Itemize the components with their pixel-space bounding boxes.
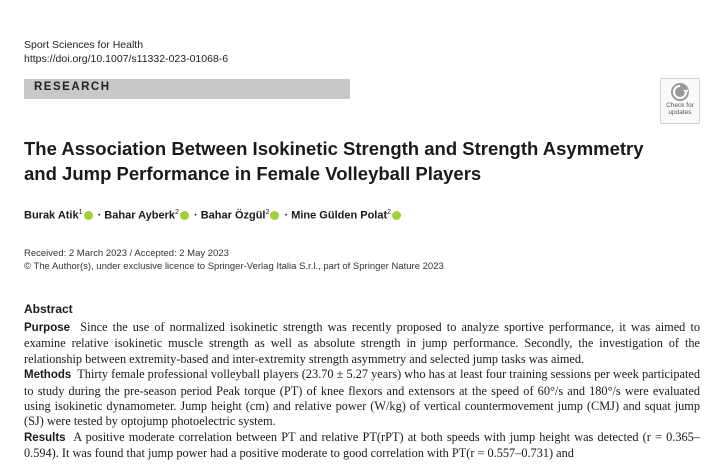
author-separator: · bbox=[281, 209, 292, 222]
author-name[interactable]: Bahar Ayberk bbox=[104, 209, 176, 222]
author-list bbox=[24, 206, 403, 223]
abstract-purpose bbox=[24, 320, 700, 367]
orcid-icon[interactable] bbox=[180, 211, 189, 220]
copyright-notice: © The Author(s), under exclusive licence to Springer-Verlag Italia S.r.l., part of Springer Nature 2023 bbox=[24, 260, 444, 272]
author-affiliation: 2 bbox=[265, 209, 270, 216]
methods-label: Methods bbox=[24, 369, 72, 382]
author-affiliation: 1 bbox=[78, 209, 83, 216]
check-for-updates-badge[interactable] bbox=[660, 78, 700, 124]
journal-header bbox=[24, 38, 228, 66]
author-name[interactable]: Bahar Özgül bbox=[200, 209, 266, 222]
abstract-results bbox=[24, 430, 700, 462]
section-label: RESEARCH bbox=[34, 81, 111, 93]
author-affiliation: 2 bbox=[175, 209, 179, 216]
purpose-label: Purpose bbox=[24, 322, 71, 334]
journal-name: Sport Sciences for Health bbox=[24, 39, 144, 51]
author-name[interactable]: Burak Atik bbox=[24, 209, 79, 222]
publication-dates bbox=[24, 248, 444, 273]
check-updates-icon bbox=[670, 82, 690, 102]
section-banner bbox=[24, 79, 350, 99]
author-separator: · bbox=[94, 209, 105, 222]
author-name[interactable]: Mine Gülden Polat bbox=[291, 209, 388, 222]
orcid-icon[interactable] bbox=[84, 211, 93, 220]
abstract-methods bbox=[24, 367, 700, 430]
results-text: A positive moderate correlation between PT and relative PT(rPT) at both speeds with jump height was detected (r = 0.365–0.594). It was found that jump power had a positive moderate to good correlation with PT(r = 0.557–0.731) and bbox=[24, 429, 700, 461]
check-updates-line1: Check for bbox=[666, 102, 694, 109]
abstract-body bbox=[24, 320, 700, 462]
author-separator: · bbox=[190, 209, 201, 222]
abstract-heading: Abstract bbox=[24, 302, 73, 316]
article-title bbox=[24, 136, 684, 186]
check-updates-line2: updates bbox=[668, 109, 692, 116]
author-affiliation: 2 bbox=[387, 209, 392, 216]
title-line-2: and Jump Performance in Female Volleyball Players bbox=[24, 163, 482, 184]
title-line-1: The Association Between Isokinetic Strength and Strength Asymmetry bbox=[24, 138, 644, 159]
purpose-text: Since the use of normalized isokinetic strength was recently proposed to analyze sportive performance, it was aimed to examine relative isokinetic muscle strength as well as absolute strength in jump performance. Secondly, the investigation of the relationship between extremity-based and inter-extremity strength asymmetry and selected jump tasks was aimed. bbox=[24, 320, 701, 366]
orcid-icon[interactable] bbox=[270, 211, 279, 220]
orcid-icon[interactable] bbox=[392, 211, 401, 220]
doi-link[interactable]: https://doi.org/10.1007/s11332-023-01068-6 bbox=[24, 53, 229, 65]
received-accepted-dates: Received: 2 March 2023 / Accepted: 2 May 2023 bbox=[24, 248, 229, 259]
methods-text: Thirty female professional volleyball players (23.70 ± 5.27 years) who has at least four training sessions per week participated to study during the pre-season period Peak torque (PT) of knee flexors and extensors at the speed of 60°/s and 180°/s were evaluated using isokinetic dynamometer. Jump height (cm) and relative power (W/kg) of vertical countermovement jump (CMJ) and squat jump (SJ) were tested by optojump photoelectric system. bbox=[24, 367, 700, 429]
results-label: Results bbox=[24, 431, 66, 444]
